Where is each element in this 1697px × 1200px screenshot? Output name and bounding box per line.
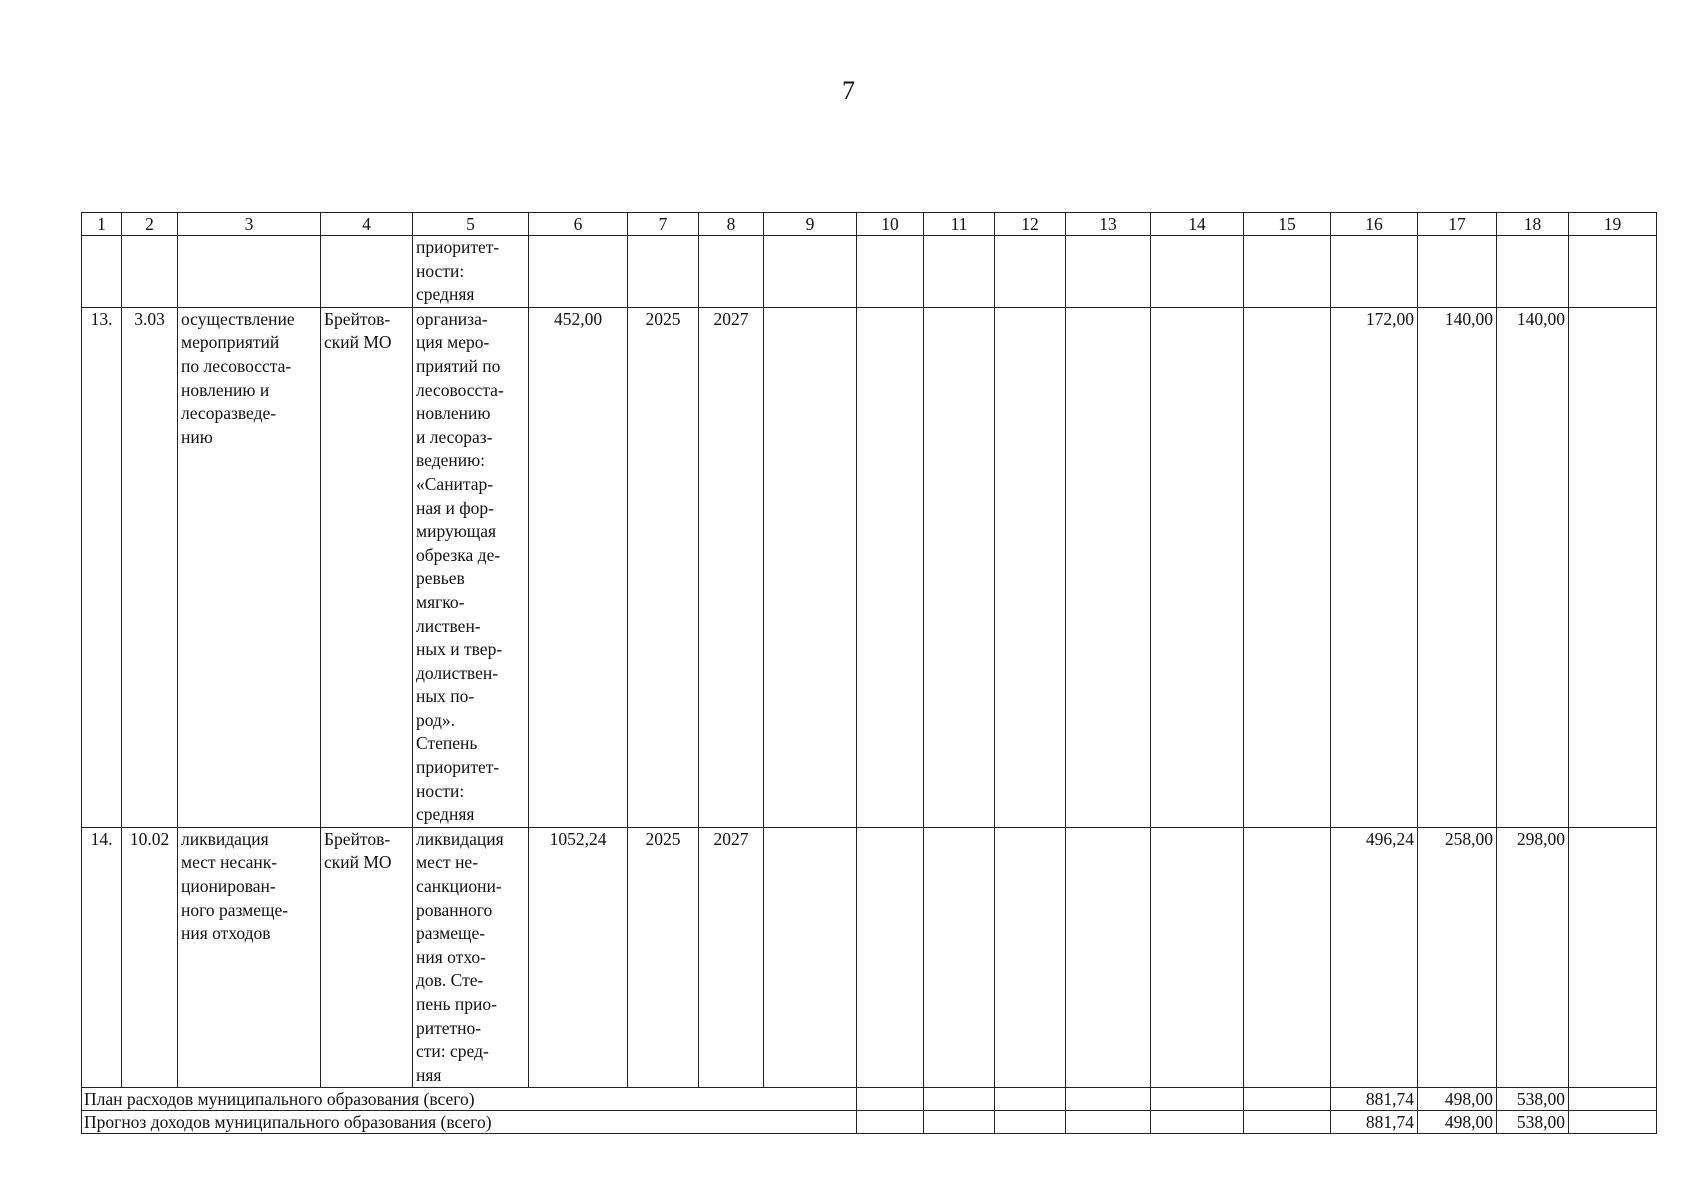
table-row — [82, 827, 1657, 1088]
total-label: План расходов муниципального образования (всего) — [82, 1088, 857, 1111]
table-cell — [924, 827, 995, 1088]
column-header: 19 — [1569, 213, 1657, 236]
column-header: 14 — [1151, 213, 1244, 236]
value-cell-16: 172,00 — [1331, 307, 1418, 827]
table-cell — [1244, 1111, 1331, 1134]
measures-table — [81, 212, 1657, 1134]
description-cell: ликвидация мест не- санкциони- рованного размеще- ния отхо- дов. Сте- пень прио- ритетно- сти: сред- няя — [413, 827, 529, 1088]
table-cell — [924, 1088, 995, 1111]
total-value-16: 881,74 — [1331, 1111, 1418, 1134]
table-row — [82, 307, 1657, 827]
total-row-expenses — [82, 1088, 1657, 1111]
table-cell — [1244, 236, 1331, 308]
code-cell: 10.02 — [122, 827, 178, 1088]
column-header: 10 — [857, 213, 924, 236]
table-cell — [1244, 1088, 1331, 1111]
table-cell — [1151, 1088, 1244, 1111]
table-cell — [628, 236, 699, 308]
cost-cell: 1052,24 — [529, 827, 628, 1088]
column-header: 3 — [178, 213, 321, 236]
column-header: 16 — [1331, 213, 1418, 236]
column-header: 8 — [699, 213, 764, 236]
total-value-18: 538,00 — [1497, 1088, 1569, 1111]
table-cell — [857, 1111, 924, 1134]
table-cell — [1331, 236, 1418, 308]
cost-cell: 452,00 — [529, 307, 628, 827]
table-cell — [1569, 1088, 1657, 1111]
column-header: 7 — [628, 213, 699, 236]
value-cell-17: 258,00 — [1418, 827, 1497, 1088]
column-header: 1 — [82, 213, 122, 236]
table-cell — [857, 236, 924, 308]
executor-cell: Брейтов- ский МО — [321, 827, 413, 1088]
value-cell-16: 496,24 — [1331, 827, 1418, 1088]
table-cell — [995, 1088, 1066, 1111]
start-year-cell: 2025 — [628, 307, 699, 827]
table-cell — [1151, 236, 1244, 308]
table-cell — [1244, 827, 1331, 1088]
value-cell-17: 140,00 — [1418, 307, 1497, 827]
description-cell: организа- ция меро- приятий по лесовосста- новлению и лесораз- ведению: «Санитар- ная и фор- мирующая обрезка де- ревьев мягко- листвен- ных и твер- долиствен- ных по- род». Степень приоритет- ности: средняя — [413, 307, 529, 827]
column-header: 9 — [764, 213, 857, 236]
table-cell — [857, 1088, 924, 1111]
table-cell — [1066, 1111, 1151, 1134]
total-label: Прогноз доходов муниципального образования (всего) — [82, 1111, 857, 1134]
table-cell — [1244, 307, 1331, 827]
column-header: 2 — [122, 213, 178, 236]
table-cell — [764, 827, 857, 1088]
table-cell — [1569, 827, 1657, 1088]
event-cell: осуществление мероприятий по лесовосста- новлению и лесоразведе- нию — [178, 307, 321, 827]
table-cell — [924, 236, 995, 308]
table-cell — [1418, 236, 1497, 308]
total-value-16: 881,74 — [1331, 1088, 1418, 1111]
column-header: 4 — [321, 213, 413, 236]
end-year-cell: 2027 — [699, 307, 764, 827]
column-header: 17 — [1418, 213, 1497, 236]
table-cell — [764, 307, 857, 827]
code-cell: 3.03 — [122, 307, 178, 827]
column-header: 11 — [924, 213, 995, 236]
table-cell — [1066, 307, 1151, 827]
value-cell-18: 298,00 — [1497, 827, 1569, 1088]
column-header: 18 — [1497, 213, 1569, 236]
table-cell — [321, 236, 413, 308]
table-cell — [1066, 827, 1151, 1088]
table-cell — [924, 307, 995, 827]
table-cell — [995, 827, 1066, 1088]
continuation-row — [82, 236, 1657, 308]
page-number: 7 — [842, 76, 855, 105]
table-cell — [529, 236, 628, 308]
total-value-17: 498,00 — [1418, 1088, 1497, 1111]
row-number-cell: 13. — [82, 307, 122, 827]
table-cell — [122, 236, 178, 308]
value-cell-18: 140,00 — [1497, 307, 1569, 827]
total-value-18: 538,00 — [1497, 1111, 1569, 1134]
table-cell — [82, 236, 122, 308]
table-cell — [178, 236, 321, 308]
table-cell — [995, 307, 1066, 827]
table-cell — [764, 236, 857, 308]
table-cell — [857, 307, 924, 827]
column-number-header-row — [82, 213, 1657, 236]
table-cell — [1066, 236, 1151, 308]
column-header: 6 — [529, 213, 628, 236]
column-header: 5 — [413, 213, 529, 236]
table-cell — [699, 236, 764, 308]
table-cell — [995, 1111, 1066, 1134]
table-cell — [1569, 236, 1657, 308]
column-header: 13 — [1066, 213, 1151, 236]
table-cell — [857, 827, 924, 1088]
event-cell: ликвидация мест несанк- ционирован- ного размеще- ния отходов — [178, 827, 321, 1088]
total-row-revenue — [82, 1111, 1657, 1134]
column-header: 12 — [995, 213, 1066, 236]
total-value-17: 498,00 — [1418, 1111, 1497, 1134]
table-cell — [1151, 1111, 1244, 1134]
table-cell — [1569, 1111, 1657, 1134]
table-cell — [1151, 307, 1244, 827]
row-number-cell: 14. — [82, 827, 122, 1088]
column-header: 15 — [1244, 213, 1331, 236]
table-cell — [1151, 827, 1244, 1088]
table-cell — [1569, 307, 1657, 827]
table-cell — [1497, 236, 1569, 308]
executor-cell: Брейтов- ский МО — [321, 307, 413, 827]
start-year-cell: 2025 — [628, 827, 699, 1088]
table-cell — [924, 1111, 995, 1134]
table-cell — [995, 236, 1066, 308]
end-year-cell: 2027 — [699, 827, 764, 1088]
table-cell — [1066, 1088, 1151, 1111]
description-cell: приоритет- ности: средняя — [413, 236, 529, 308]
